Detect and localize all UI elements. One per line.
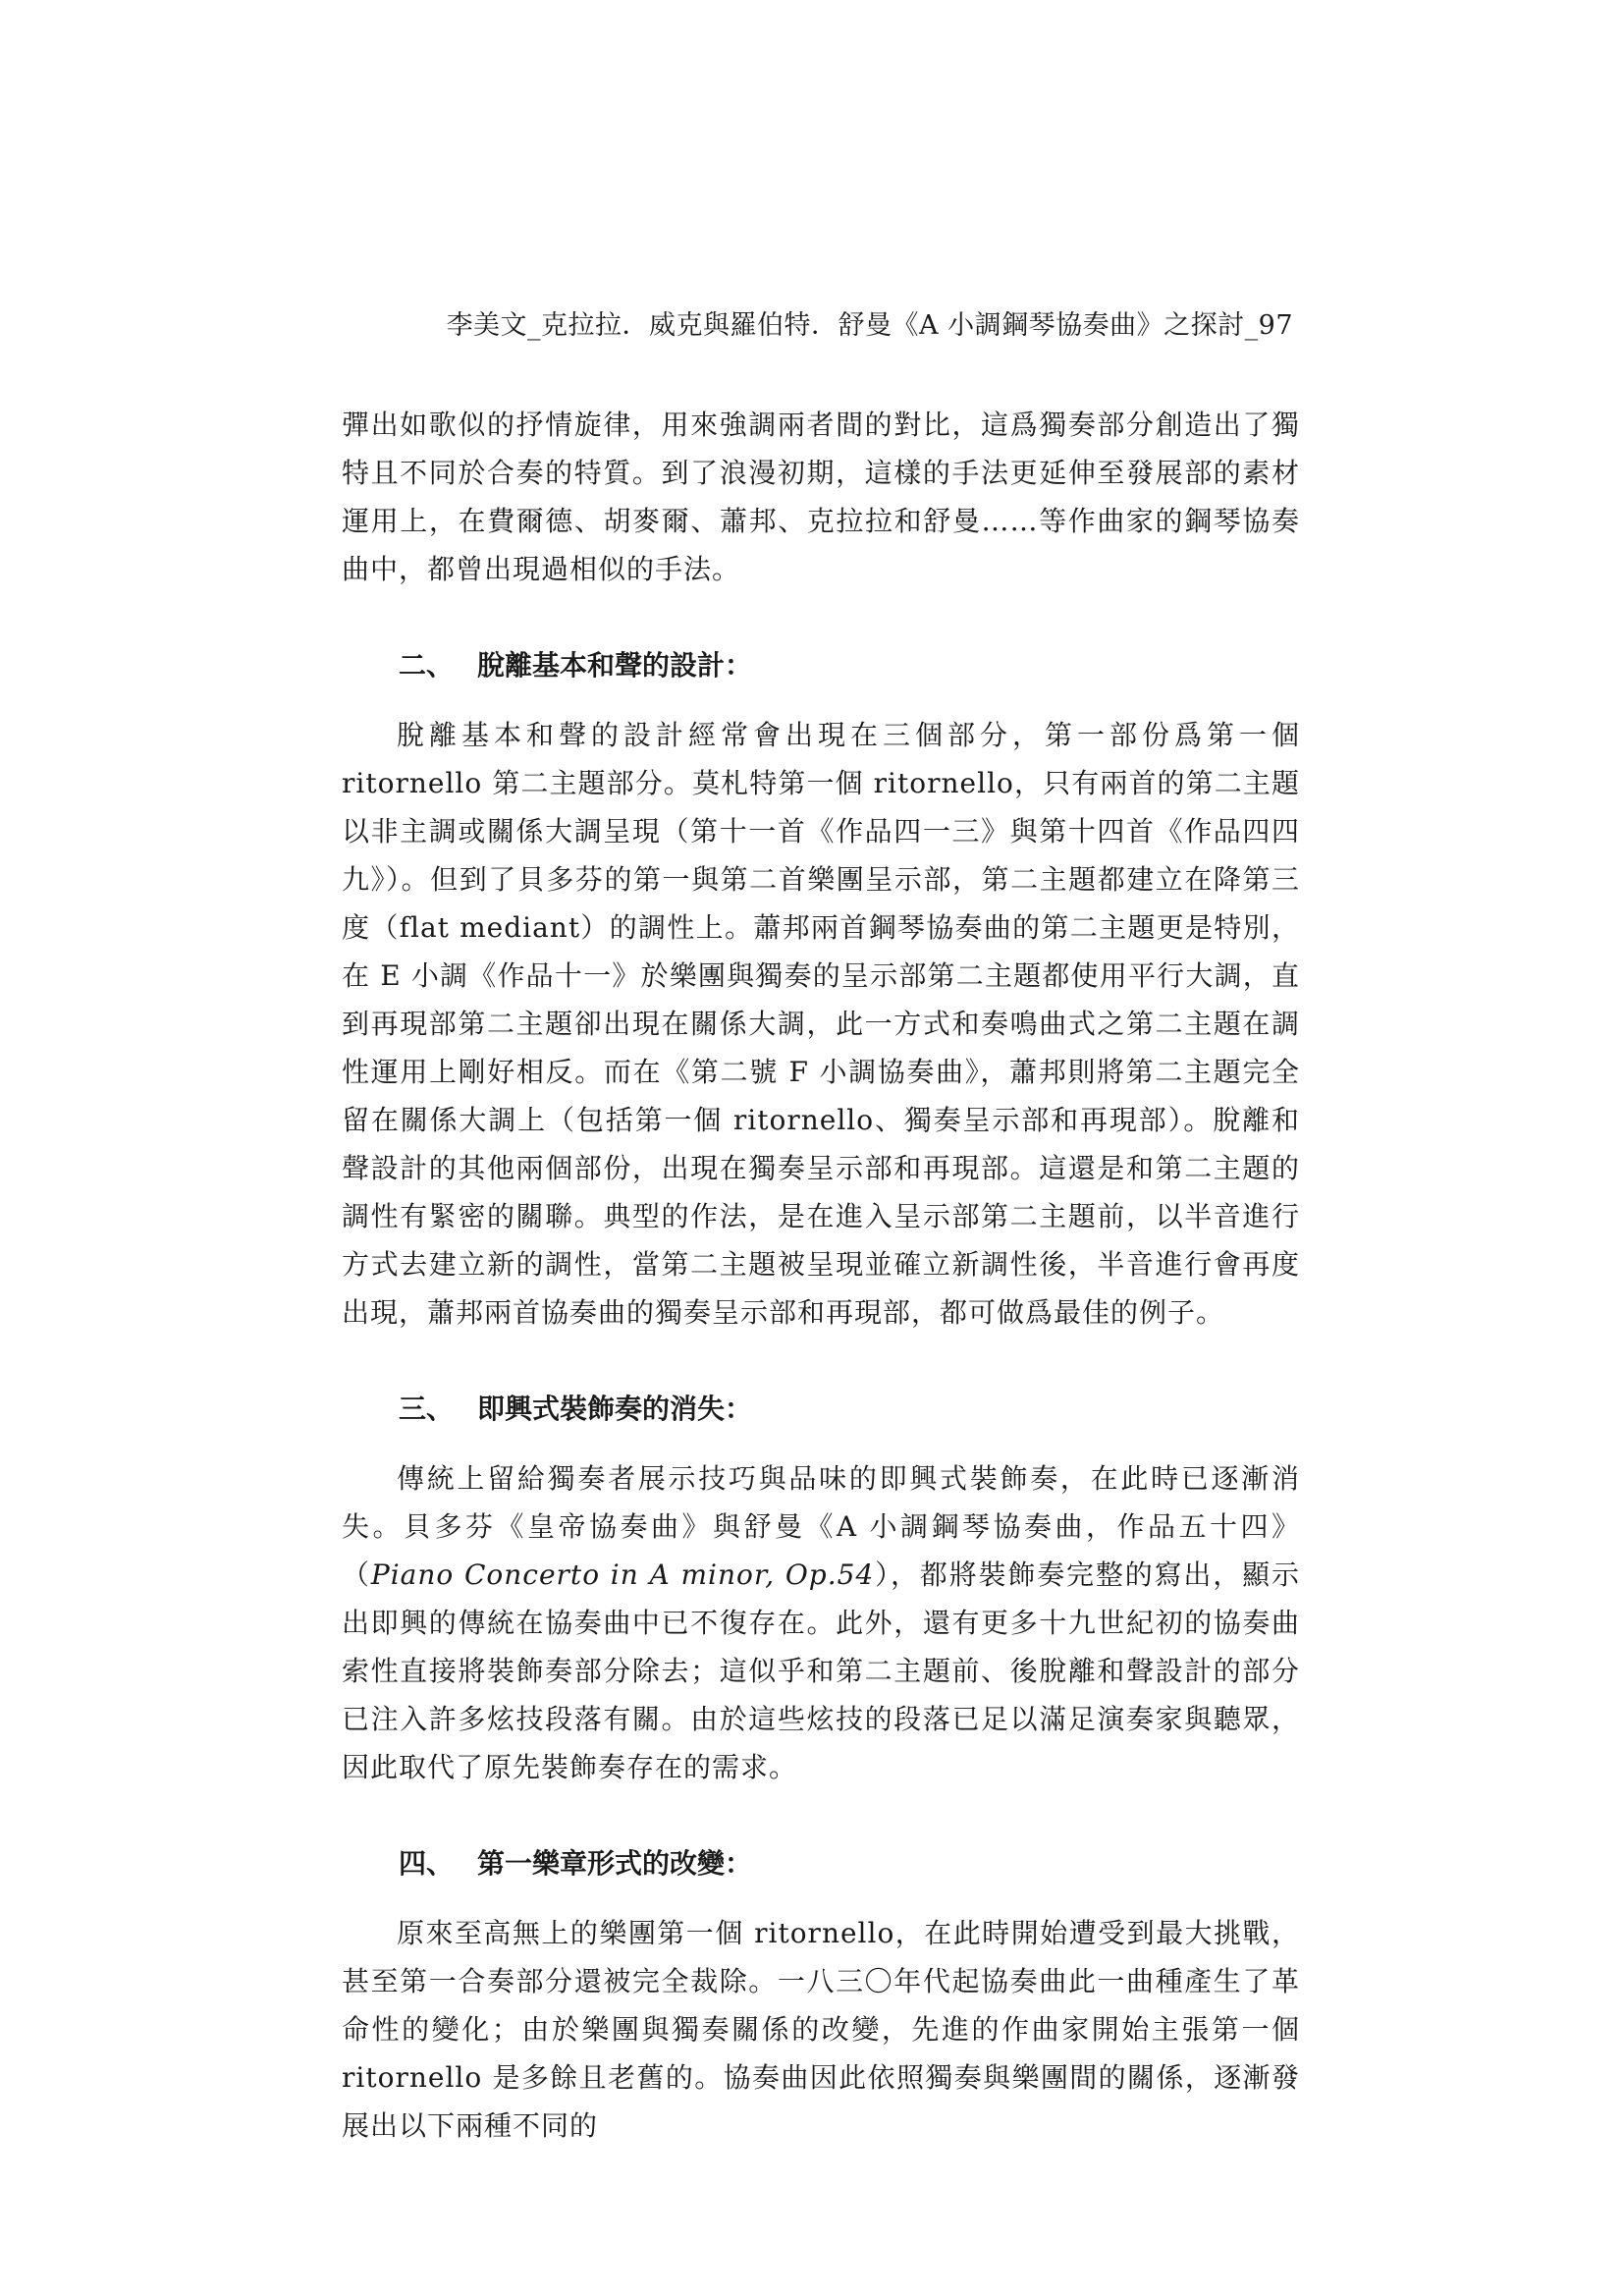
section-number: 二、	[399, 649, 455, 682]
section-heading-4	[342, 1842, 1300, 1886]
running-header: 李美文_克拉拉．威克與羅伯特．舒曼《A 小調鋼琴協奏曲》之探討_97	[446, 310, 1293, 341]
section-4-body: 原來至高無上的樂團第一個 ritornello，在此時開始遭受到最大挑戰，甚至第一合奏部分還被完全裁除。一八三〇年代起協奏曲此一曲種產生了革命性的變化；由於樂團與獨奏關係的改變，先進的作曲家開始主張第一個 ritornello 是多餘且老舊的。協奏曲因此依照獨奏與樂團間的關係，逐漸發展出以下兩種不同的	[342, 1917, 1300, 2142]
section-3-body	[342, 1454, 1300, 1791]
section-3-body-text-cont: ），都將裝飾奏完整的寫出，顯示出即興的傳統在協奏曲中已不復存在。此外，還有更多十九世紀初的協奏曲索性直接將裝飾奏部分除去；這似乎和第二主題前、後脫離和聲設計的部分已注入許多炫技段落有關。由於這些炫技的段落已足以滿足演奏家與聽眾，因此取代了原先裝飾奏存在的需求。	[342, 1558, 1300, 1783]
section-heading-2	[342, 644, 1300, 687]
section-number: 四、	[399, 1847, 455, 1880]
section-heading-3	[342, 1388, 1300, 1431]
page-body	[342, 401, 1300, 2150]
italic-work-title: Piano Concerto in A minor, Op.54	[370, 1558, 875, 1591]
section-title: 脫離基本和聲的設計：	[477, 649, 753, 682]
intro-paragraph: 彈出如歌似的抒情旋律，用來強調兩者間的對比，這爲獨奏部分創造出了獨特且不同於合奏的特質。到了浪漫初期，這樣的手法更延伸至發展部的素材運用上，在費爾德、胡麥爾、蕭邦、克拉拉和舒曼……等作曲家的鋼琴協奏曲中，都曾出現過相似的手法。	[342, 409, 1300, 585]
section-title: 第一樂章形式的改變：	[477, 1847, 753, 1880]
section-3-body-text: 傳統上留給獨奏者展示技巧與品味的即興式裝飾奏，在此時已逐漸消失。貝多芬《皇帝協奏曲》與舒曼《A 小調鋼琴協奏曲，作品五十四》（	[342, 1462, 1300, 1591]
section-2-body: 脫離基本和聲的設計經常會出現在三個部分，第一部份爲第一個 ritornello 第二主題部分。莫札特第一個 ritornello，只有兩首的第二主題以非主調或關係大調呈現（第十一首《作品四一三》與第十四首《作品四四九》）。但到了貝多芬的第一與第二首樂團呈示部，第二主題都建立在降第三度（flat mediant）的調性上。蕭邦兩首鋼琴協奏曲的第二主題更是特別，在 E 小調《作品十一》於樂團與獨奏的呈示部第二主題都使用平行大調，直到再現部第二主題卻出現在關係大調，此一方式和奏鳴曲式之第二主題在調性運用上剛好相反。而在《第二號 F 小調協奏曲》，蕭邦則將第二主題完全留在關係大調上（包括第一個 ritornello、獨奏呈示部和再現部）。脫離和聲設計的其他兩個部份，出現在獨奏呈示部和再現部。這還是和第二主題的調性有緊密的關聯。典型的作法，是在進入呈示部第二主題前，以半音進行方式去建立新的調性，當第二主題被呈現並確立新調性後，半音進行會再度出現，蕭邦兩首協奏曲的獨奏呈示部和再現部，都可做爲最佳的例子。	[342, 719, 1300, 1329]
section-number: 三、	[399, 1393, 455, 1425]
section-title: 即興式裝飾奏的消失：	[477, 1393, 753, 1425]
